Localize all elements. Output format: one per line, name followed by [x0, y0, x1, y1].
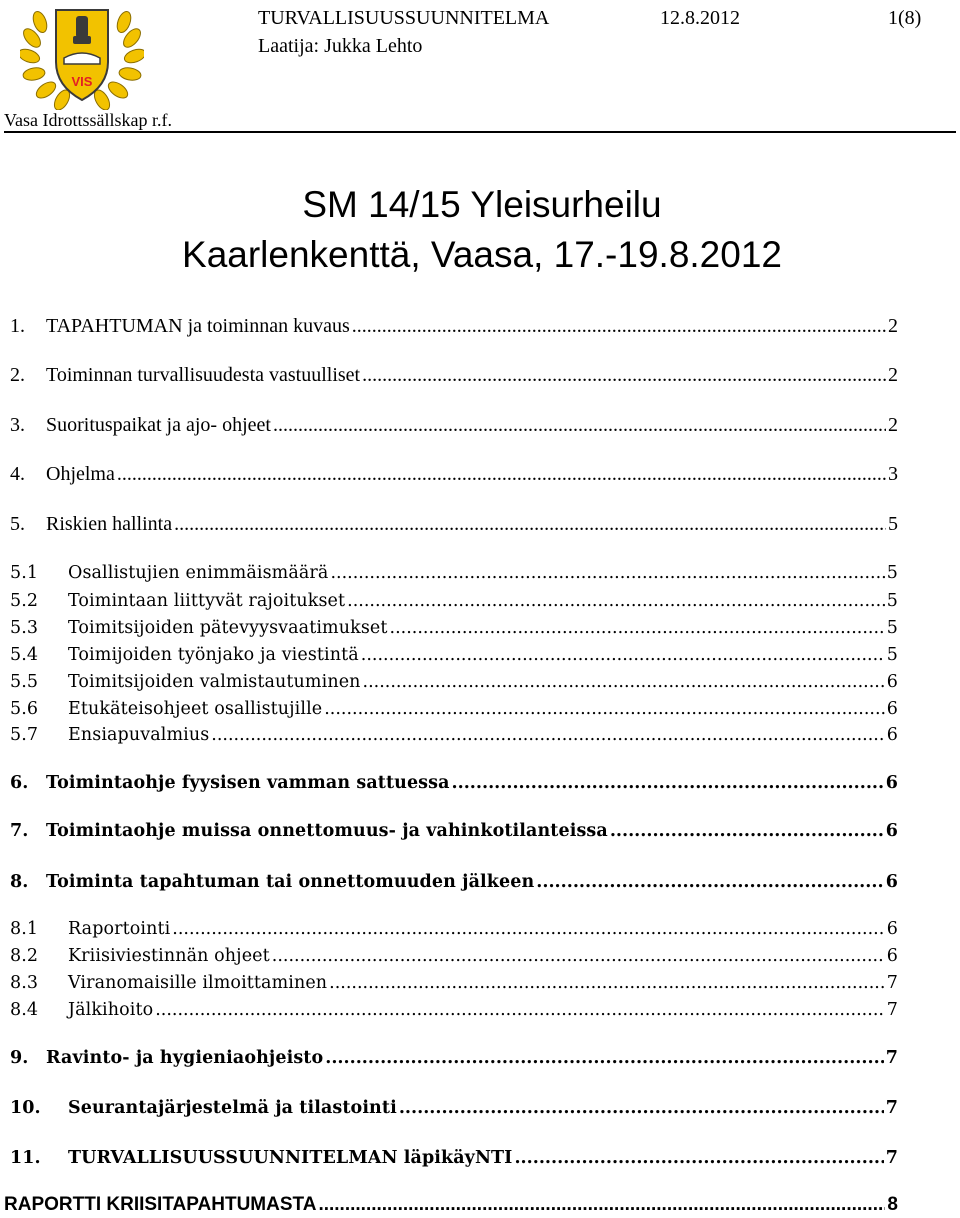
- toc-page: 6: [885, 773, 898, 793]
- toc-number: 3.: [10, 414, 25, 436]
- document-title: [0, 180, 960, 280]
- toc-number: 5.2: [10, 591, 39, 611]
- toc-leader: [172, 916, 884, 942]
- toc-label: Seurantajärjestelmä ja tilastointi: [68, 1098, 397, 1118]
- toc-page: 6: [886, 672, 898, 692]
- page-number: 1(8): [888, 7, 922, 29]
- toc-page: 7: [886, 973, 898, 993]
- toc-page: 2: [888, 364, 898, 386]
- document-date: 12.8.2012: [660, 7, 740, 29]
- toc-label: Toiminnan turvallisuudesta vastuulliset: [46, 364, 361, 386]
- header-divider: [4, 131, 956, 133]
- toc-number: 8.2: [10, 946, 39, 966]
- toc-entry[interactable]: [10, 313, 898, 339]
- toc-leader: [155, 997, 885, 1023]
- toc-entry[interactable]: [10, 511, 898, 537]
- toc-page: 7: [885, 1148, 898, 1168]
- toc-label: Viranomaisille ilmoittaminen: [68, 973, 328, 993]
- toc-number: 5.4: [10, 645, 39, 665]
- toc-page: 6: [886, 699, 898, 719]
- document-name: TURVALLISUUSSUUNNITELMA: [258, 7, 550, 29]
- toc-entry[interactable]: [10, 461, 898, 487]
- toc-page: 8: [887, 1194, 898, 1215]
- toc-entry[interactable]: [10, 560, 898, 586]
- toc-label: Toimintaohje fyysisen vamman sattuessa: [46, 773, 450, 793]
- toc-label: RAPORTTI KRIISITAPAHTUMASTA: [4, 1194, 317, 1215]
- toc-entry[interactable]: [10, 869, 898, 895]
- toc-page: 7: [885, 1098, 898, 1118]
- toc-leader: [329, 970, 885, 996]
- organization: Vasa Idrottssällskap r.f.: [4, 110, 172, 130]
- toc-number: 11.: [10, 1148, 41, 1168]
- toc-leader: [362, 362, 886, 388]
- toc-entry[interactable]: [10, 588, 898, 614]
- toc-entry[interactable]: [10, 818, 898, 844]
- toc-number: 8.: [10, 872, 29, 892]
- toc-label: Toiminta tapahtuman tai onnettomuuden jälkeen: [46, 872, 535, 892]
- laurel-wreath-logo-icon: [20, 2, 144, 110]
- toc-label: Toimintaohje muissa onnettomuus- ja vahinkotilanteissa: [46, 821, 608, 841]
- toc-entry[interactable]: [10, 1045, 898, 1071]
- toc-label: Toimitsijoiden pätevyysvaatimukset: [68, 618, 388, 638]
- toc-leader: [211, 722, 884, 748]
- toc-page: 7: [885, 1048, 898, 1068]
- toc-page: 5: [886, 563, 898, 583]
- toc-leader: [514, 1145, 883, 1171]
- toc-number: 2.: [10, 364, 25, 386]
- toc-label: Riskien hallinta: [46, 513, 173, 535]
- toc-entry[interactable]: [4, 1192, 898, 1218]
- toc-leader: [536, 869, 883, 895]
- toc-number: 5.5: [10, 672, 39, 692]
- toc-leader: [117, 461, 886, 487]
- toc-label: Toimintaan liittyvät rajoitukset: [68, 591, 346, 611]
- toc-leader: [390, 615, 885, 641]
- toc-page: 6: [885, 821, 898, 841]
- toc-number: 9.: [10, 1048, 29, 1068]
- toc-leader: [273, 412, 886, 438]
- toc-leader: [324, 696, 885, 722]
- toc-entry[interactable]: [10, 722, 898, 748]
- toc-number: 8.1: [10, 919, 39, 939]
- toc-leader: [325, 1045, 883, 1071]
- toc-entry[interactable]: [10, 696, 898, 722]
- toc-leader: [363, 669, 885, 695]
- toc-label: Raportointi: [68, 919, 171, 939]
- toc-page: 2: [888, 414, 898, 436]
- toc-leader: [330, 560, 884, 586]
- toc-leader: [272, 943, 885, 969]
- toc-number: 7.: [10, 821, 29, 841]
- toc-leader: [347, 588, 885, 614]
- toc-leader: [399, 1095, 884, 1121]
- toc-leader: [610, 818, 884, 844]
- toc-label: Osallistujien enimmäismäärä: [68, 563, 329, 583]
- toc-label: TURVALLISUUSSUUNNITELMAN läpikäyNTI: [68, 1148, 513, 1168]
- toc-page: 6: [886, 919, 898, 939]
- toc-label: Toimijoiden työnjako ja viestintä: [68, 645, 359, 665]
- toc-label: Ravinto- ja hygieniaohjeisto: [46, 1048, 324, 1068]
- toc-number: 5.3: [10, 618, 39, 638]
- toc-label: Suorituspaikat ja ajo- ohjeet: [46, 414, 271, 436]
- toc-leader: [174, 511, 886, 537]
- toc-entry[interactable]: [10, 916, 898, 942]
- toc-label: Jälkihoito: [68, 1000, 154, 1020]
- toc-page: 6: [886, 725, 898, 745]
- toc-page: 7: [886, 1000, 898, 1020]
- toc-entry[interactable]: [10, 943, 898, 969]
- vis-logo: [20, 2, 144, 110]
- toc-number: 10.: [10, 1098, 41, 1118]
- toc-page: 6: [886, 946, 898, 966]
- toc-leader: [352, 313, 886, 339]
- toc-number: 5.6: [10, 699, 39, 719]
- toc-number: 4.: [10, 463, 25, 485]
- toc-entry[interactable]: [10, 615, 898, 641]
- toc-page: 3: [888, 463, 898, 485]
- title-line-2: Kaarlenkenttä, Vaasa, 17.-19.8.2012: [182, 234, 782, 275]
- toc-entry[interactable]: [10, 362, 898, 388]
- logo-lettering: VIS: [71, 74, 93, 89]
- toc-label: Ensiapuvalmius: [68, 725, 210, 745]
- toc-number: 5.: [10, 513, 25, 535]
- toc-number: 5.7: [10, 725, 39, 745]
- toc-entry[interactable]: [10, 770, 898, 796]
- toc-label: Kriisiviestinnän ohjeet: [68, 946, 270, 966]
- title-line-1: SM 14/15 Yleisurheilu: [302, 184, 662, 225]
- toc-entry[interactable]: [10, 997, 898, 1023]
- author: Laatija: Jukka Lehto: [258, 35, 423, 57]
- toc-leader: [318, 1192, 885, 1218]
- toc-entry[interactable]: [10, 1145, 898, 1171]
- toc-label: Toimitsijoiden valmistautuminen: [68, 672, 361, 692]
- toc-label: Etukäteisohjeet osallistujille: [68, 699, 323, 719]
- toc-label: Ohjelma: [46, 463, 115, 485]
- toc-page: 5: [888, 513, 898, 535]
- toc-entry[interactable]: [10, 669, 898, 695]
- toc-page: 5: [886, 618, 898, 638]
- toc-number: 8.4: [10, 1000, 39, 1020]
- toc-page: 6: [885, 872, 898, 892]
- toc-page: 5: [886, 591, 898, 611]
- toc-label: TAPAHTUMAN ja toiminnan kuvaus: [46, 315, 350, 337]
- toc-number: 1.: [10, 315, 25, 337]
- toc-entry[interactable]: [10, 1095, 898, 1121]
- toc-number: 6.: [10, 773, 29, 793]
- toc-number: 5.1: [10, 563, 39, 583]
- toc-leader: [361, 642, 885, 668]
- toc-page: 5: [886, 645, 898, 665]
- toc-leader: [452, 770, 884, 796]
- toc-number: 8.3: [10, 973, 39, 993]
- toc-page: 2: [888, 315, 898, 337]
- toc-entry[interactable]: [10, 642, 898, 668]
- toc-entry[interactable]: [10, 970, 898, 996]
- toc-entry[interactable]: [10, 412, 898, 438]
